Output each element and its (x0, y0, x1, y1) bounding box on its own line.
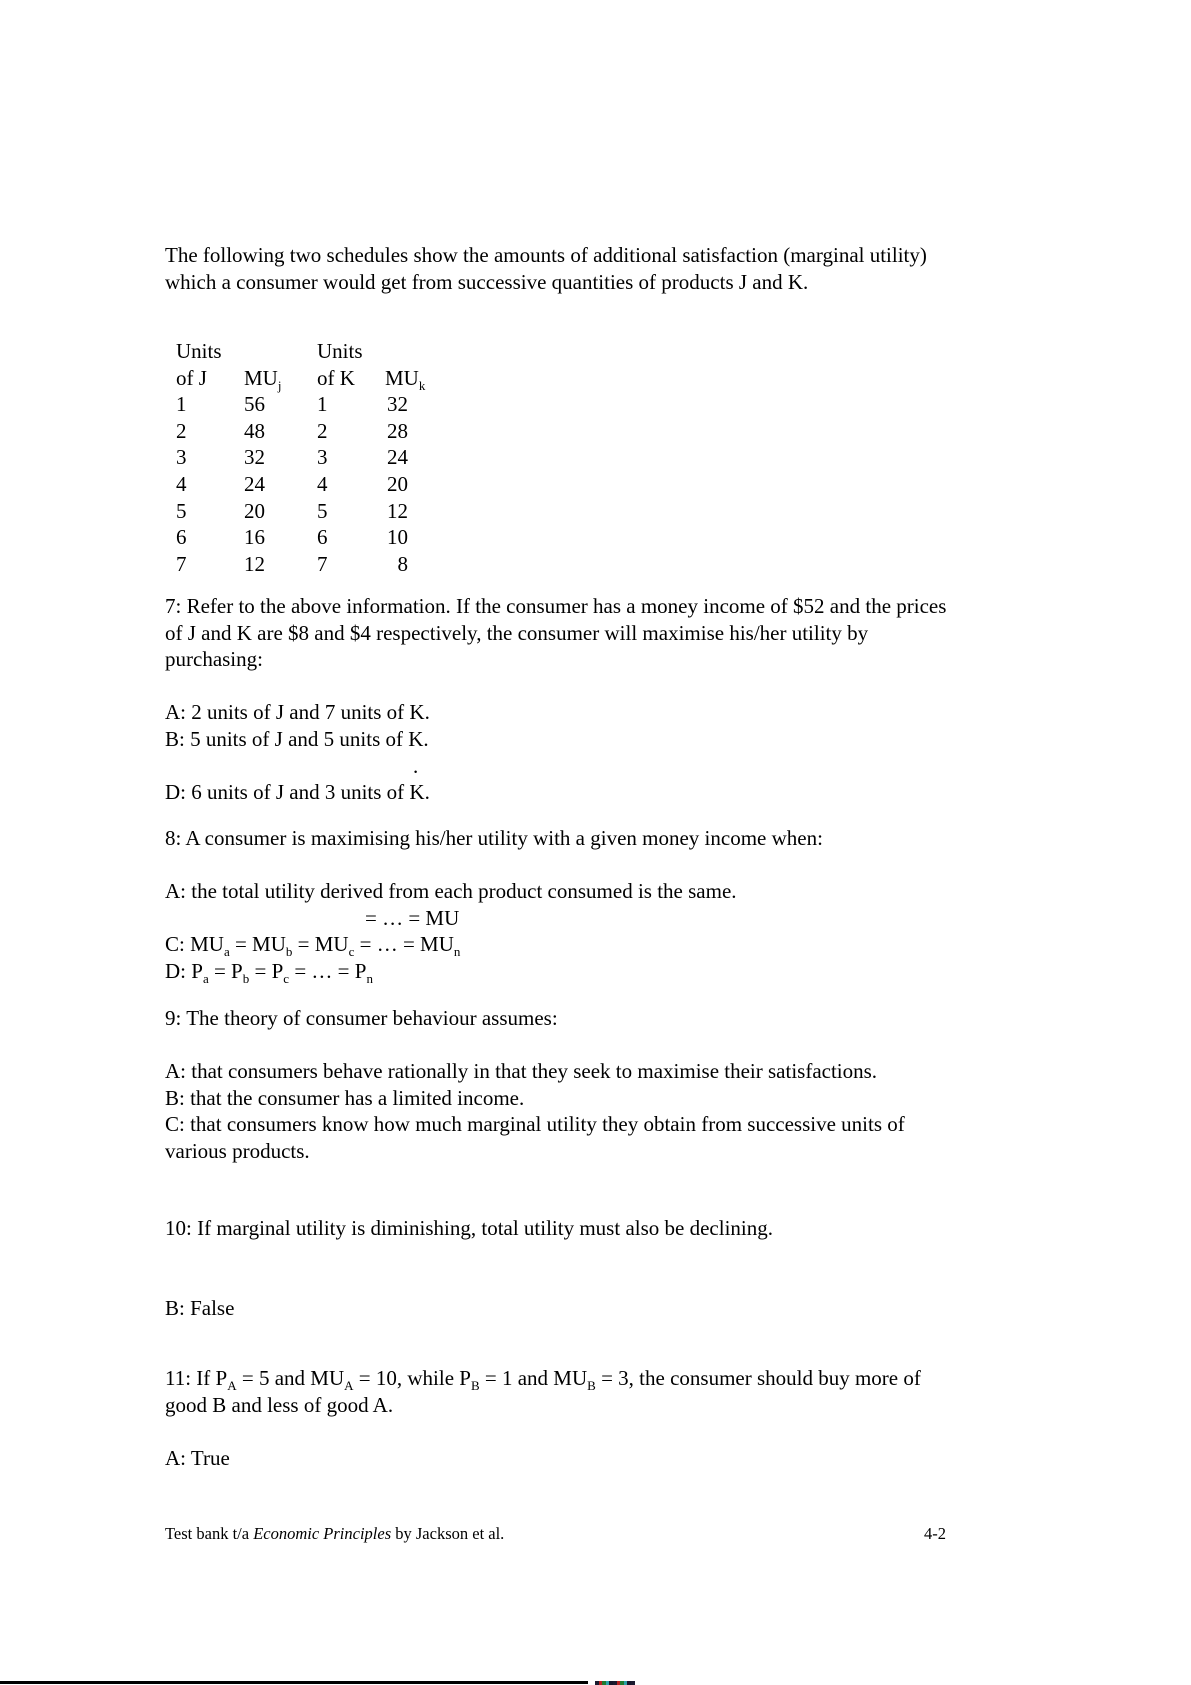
table-header-cell: $MU_j$ (244, 365, 282, 393)
text-line: D: 6 units of J and 3 units of K. (165, 780, 430, 805)
text-line (165, 1242, 773, 1269)
question-9 (165, 1005, 905, 1165)
table-cell: 7 (317, 551, 328, 576)
table-cell: 10 (387, 525, 408, 550)
table-header-cell: of K (317, 365, 355, 390)
text-line: purchasing: (165, 647, 263, 672)
table-header-cell: $MU_k$ (385, 365, 426, 393)
text-line: B: that the consumer has a limited income. (165, 1085, 525, 1110)
text-line: C: $MU_a = MU_b = MU_c$ = … = $MU_n$ (165, 932, 461, 960)
text-line: of J and K are $8 and $4 respectively, the consumer will maximise his/her utility by (165, 620, 869, 645)
table-cell: 28 (387, 418, 408, 443)
question-10 (165, 1215, 773, 1321)
table-cell: 12 (244, 551, 265, 576)
table-header-cell: Units (317, 339, 363, 363)
table-cell: 3 (317, 445, 328, 470)
text-line: 10: If marginal utility is diminishing, total utility must also be declining. (165, 1216, 773, 1240)
table-cell: 3 (176, 445, 187, 470)
text-line: The following two schedules show the amounts of additional satisfaction (marginal utility) (165, 243, 927, 267)
text-line: D: $P_a = P_b = P_c$ = … = $P_n$ (165, 958, 373, 987)
table-cell: 8 (397, 551, 408, 576)
text-line: A: the total utility derived from each product consumed is the same. (165, 879, 737, 904)
footer-source-text: Test bank t/a Economic Principles by Jackson et al. (165, 1524, 505, 1543)
table-cell: 24 (387, 445, 408, 470)
table-cell: 5 (176, 498, 187, 523)
text-line: various products. (165, 1138, 310, 1163)
text-line: = … = MU (365, 905, 460, 930)
table-cell: 4 (317, 471, 328, 496)
question-7 (165, 593, 946, 806)
text-line: 8: A consumer is maximising his/her utility with a given money income when: (165, 826, 823, 850)
table-cell: 20 (387, 471, 408, 496)
text-line: A: 2 units of J and 7 units of K. (165, 700, 430, 725)
table-cell: 48 (244, 418, 265, 443)
text-line: . (413, 753, 419, 778)
text-line: A: that consumers behave rationally in that they seek to maximise their satisfactions. (165, 1059, 878, 1084)
text-line: which a consumer would get from successive quantities of products J and K. (165, 269, 809, 294)
question-11 (165, 1365, 921, 1471)
text-line: 11: If $P_A = 5$ and $MU_A = 10$, while $P_B = 1$ and $MU_B = 3$, the consumer should buy more of (165, 1366, 921, 1394)
text-line (165, 673, 946, 700)
table-cell: 2 (176, 418, 187, 443)
table-cell: 24 (244, 471, 265, 496)
page-footer (165, 1524, 946, 1544)
text-line (165, 852, 823, 879)
text-line (165, 1268, 773, 1295)
bottom-horizontal-rule (0, 1681, 588, 1684)
table-header-cell: Units (176, 339, 222, 363)
bottom-image-fragment (595, 1681, 635, 1685)
intro-paragraph (165, 242, 927, 295)
table-cell: 6 (176, 525, 187, 550)
text-line: 7: Refer to the above information. If the consumer has a money income of $52 and the prices (165, 594, 947, 618)
text-line: 9: The theory of consumer behaviour assumes: (165, 1006, 558, 1030)
table-cell: 1 (176, 392, 187, 417)
table-cell: 7 (176, 551, 187, 576)
text-line: A: True (165, 1445, 230, 1470)
footer-book-title: Economic Principles (253, 1524, 392, 1543)
text-line: B: 5 units of J and 5 units of K. (165, 726, 429, 751)
table-cell: 32 (387, 392, 408, 417)
table-cell: 20 (244, 498, 265, 523)
table-cell: 1 (317, 392, 328, 417)
text-line: C: that consumers know how much marginal utility they obtain from successive units of (165, 1112, 905, 1137)
text-line (165, 1418, 921, 1445)
text-line: good B and less of good A. (165, 1392, 394, 1417)
footer-page-number: 4-2 (924, 1524, 946, 1543)
table-cell: 32 (244, 445, 265, 470)
table-cell: 16 (244, 525, 265, 550)
table-cell: 5 (317, 498, 328, 523)
text-line (165, 1032, 905, 1059)
table-cell: 56 (244, 392, 265, 417)
table-cell: 2 (317, 418, 328, 443)
text-line: B: False (165, 1295, 235, 1320)
table-cell: 6 (317, 525, 328, 550)
table-cell: 12 (387, 498, 408, 523)
table-cell: 4 (176, 471, 187, 496)
question-8 (165, 825, 823, 985)
table-header-cell: of J (176, 365, 207, 390)
